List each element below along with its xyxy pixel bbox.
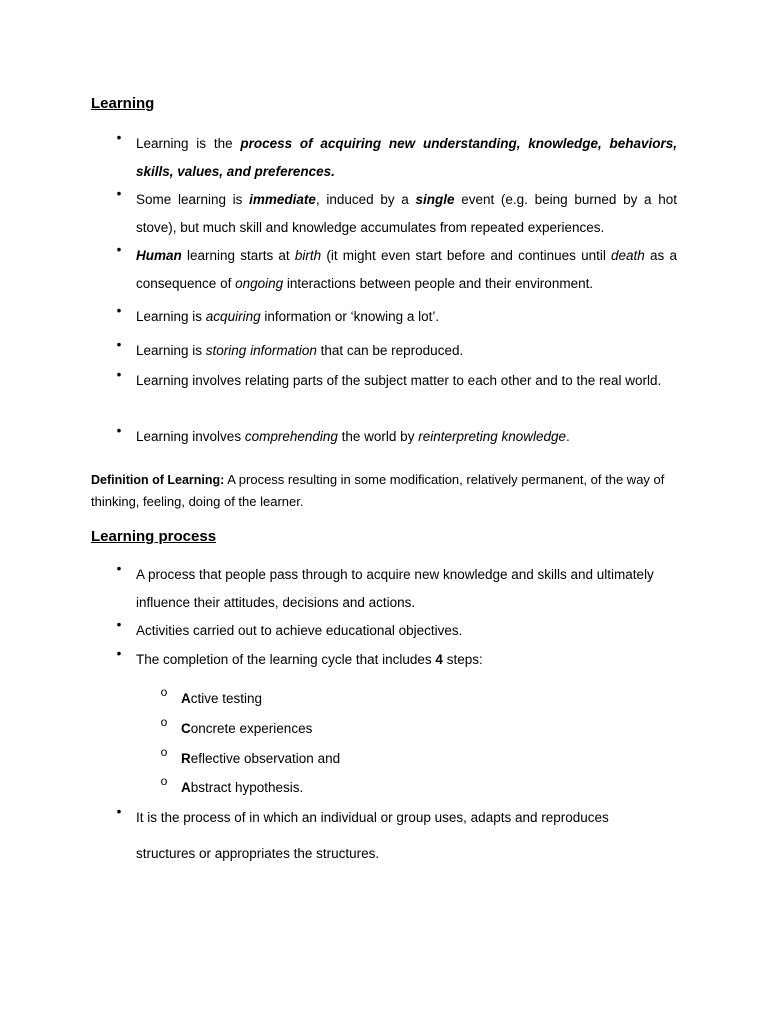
step-item <box>0 745 768 774</box>
learning-process-final-list <box>0 804 768 832</box>
list-item-text <box>136 337 677 365</box>
definition-text: A process resulting in some modification, relatively permanent, of the way of thinking, feeling, doing of the learner. <box>91 472 665 509</box>
section-heading-learning-process: Learning process <box>91 528 217 545</box>
text-run: The completion of the learning cycle that includes <box>136 652 436 667</box>
step-item <box>0 715 768 745</box>
list-item-text <box>136 423 677 451</box>
list-item <box>0 617 768 646</box>
text-run: Learning is <box>136 309 206 324</box>
text-run: acquiring <box>205 309 261 324</box>
bullet-icon: • <box>116 186 122 201</box>
text-run: death <box>611 248 645 263</box>
text-run: , induced by a <box>315 192 416 207</box>
text-run: storing information <box>205 343 317 358</box>
text-run: steps: <box>442 652 483 667</box>
learning-process-bullet-list <box>0 561 768 684</box>
definition-paragraph <box>91 469 677 513</box>
list-item-text <box>136 303 677 331</box>
circle-bullet-icon: o <box>160 715 168 729</box>
list-item-text <box>136 561 677 617</box>
list-item-text <box>136 130 677 186</box>
list-item <box>0 804 768 832</box>
step-text: Abstract hypothesis. <box>181 780 304 795</box>
bullet-icon: • <box>116 804 122 819</box>
step-text: Concrete experiences <box>181 721 313 736</box>
list-item-text <box>136 186 677 242</box>
step-item <box>0 685 768 715</box>
text-run: . <box>566 429 570 444</box>
text-run: (it might even start before and continues until <box>321 248 612 263</box>
learning-bullet-list <box>0 130 768 451</box>
list-item-text <box>136 617 677 645</box>
list-item <box>0 303 768 337</box>
learning-cycle-steps-list <box>0 685 768 804</box>
bullet-icon: • <box>116 242 122 257</box>
circle-bullet-icon: o <box>160 774 168 788</box>
step-text: Reflective observation and <box>181 751 341 766</box>
bullet-icon: • <box>116 367 122 382</box>
bullet-icon: • <box>116 423 122 438</box>
text-run: Learning is the <box>136 136 241 151</box>
text-run: that can be reproduced. <box>316 343 464 358</box>
list-item <box>0 186 768 242</box>
list-item-text: It is the process of in which an individual or group uses, adapts and reproduces <box>136 810 609 825</box>
list-item-text <box>136 367 677 395</box>
text-run: A process that people pass through to acquire new knowledge and skills and ultimately influence their attitudes, decisions and actions. <box>136 567 654 610</box>
bullet-icon: • <box>116 303 122 318</box>
list-item-text <box>136 646 677 674</box>
text-run: reinterpreting knowledge <box>418 429 567 444</box>
text-run: the world by <box>337 429 419 444</box>
list-item <box>0 242 768 303</box>
circle-bullet-icon: o <box>160 685 168 699</box>
list-item <box>0 337 768 367</box>
text-run: Some learning is <box>136 192 250 207</box>
text-run: 4 <box>435 652 443 667</box>
list-item-continuation: structures or appropriates the structures. <box>136 846 380 861</box>
text-run: Learning is <box>136 343 206 358</box>
step-item <box>0 774 768 804</box>
circle-bullet-icon: o <box>160 745 168 759</box>
text-run: Human <box>136 248 182 263</box>
text-run: learning starts at <box>181 248 295 263</box>
text-run: interactions between people and their environment. <box>283 276 594 291</box>
list-item <box>0 367 768 423</box>
text-run: immediate <box>249 192 316 207</box>
definition-label: Definition of Learning: <box>91 473 225 487</box>
section-heading-learning: Learning <box>91 95 155 112</box>
text-run: as a consequence of <box>136 248 677 291</box>
list-item <box>0 561 768 617</box>
bullet-icon: • <box>116 337 122 352</box>
list-item <box>0 130 768 186</box>
text-run: process of acquiring new understanding, knowledge, behaviors, skills, values, and preferences. <box>136 136 678 179</box>
bullet-icon: • <box>116 617 122 632</box>
text-run: birth <box>294 248 322 263</box>
bullet-icon: • <box>116 646 122 661</box>
text-run: ongoing <box>235 276 284 291</box>
step-text: Active testing <box>181 691 263 706</box>
text-run: single <box>415 192 455 207</box>
text-run: Activities carried out to achieve educational objectives. <box>136 623 463 638</box>
list-item <box>0 423 768 451</box>
text-run: event (e.g. being burned by a hot stove), but much skill and knowledge accumulates from repeated experiences. <box>136 192 677 235</box>
list-item-text <box>136 242 677 298</box>
bullet-icon: • <box>116 130 122 145</box>
list-item <box>0 646 768 684</box>
text-run: Learning involves <box>136 429 245 444</box>
text-run: information or ‘knowing a lot’. <box>260 309 440 324</box>
text-run: comprehending <box>244 429 338 444</box>
text-run: Learning involves relating parts of the subject matter to each other and to the real world. <box>136 373 662 388</box>
bullet-icon: • <box>116 561 122 576</box>
